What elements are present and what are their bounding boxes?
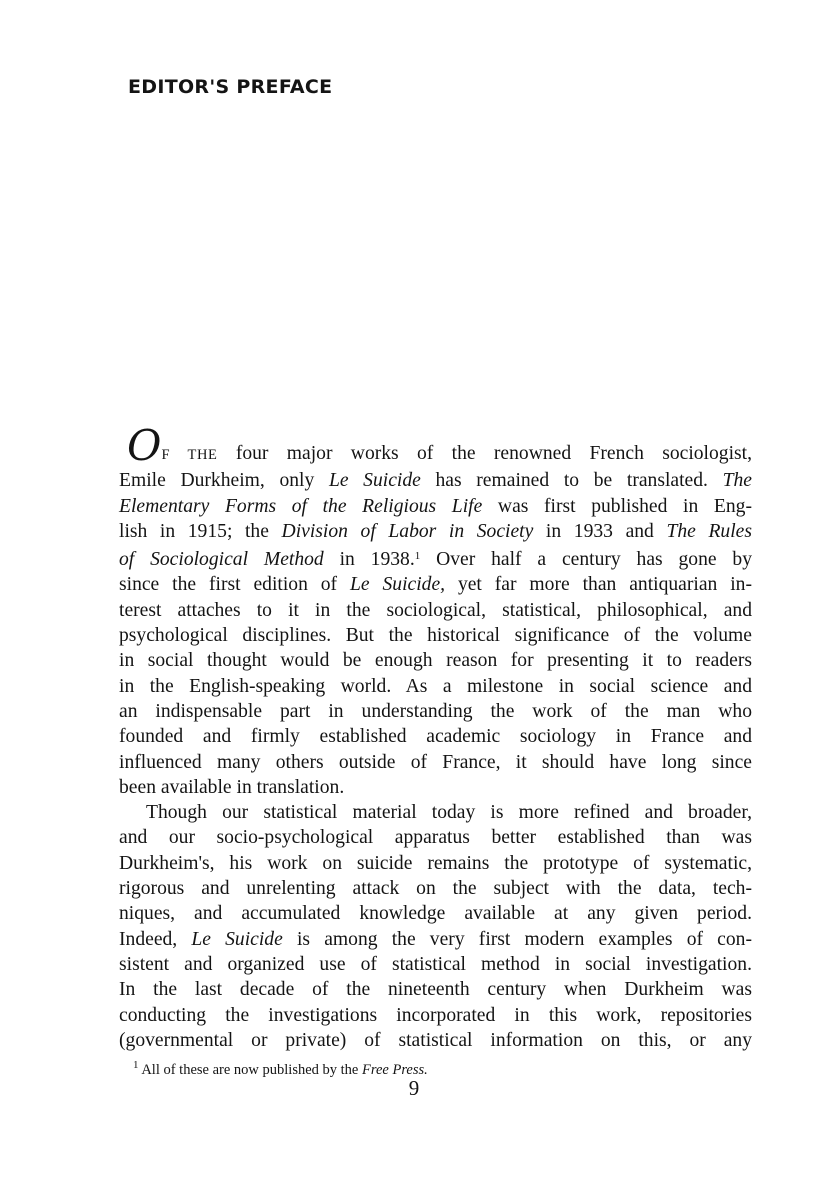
book-title: The [722,470,752,492]
text-run: yet far more than antiquarian in- [445,574,752,596]
para1-line-6 [119,572,752,597]
para1-line-2 [119,468,752,493]
book-title: The Rules [666,520,752,542]
para2-line-1: Though our statistical material today is more refined and broader, [146,802,752,824]
para2-line-7: sistent and organized use of statistical method in social investigation. [119,953,752,975]
book-title: Le Suicide [328,470,421,492]
text-run: Indeed, [119,928,192,950]
para1-line-3 [119,494,752,519]
text-run: was first published in Eng- [482,495,752,517]
text-run: since the first edition of [119,574,350,596]
preface-body [119,421,753,1053]
para1-line-8: psychological disciplines. But the historical significance of the volume [119,625,752,647]
para1-line-12: founded and firmly established academic sociology in France and [119,726,752,748]
text-run: is among the very first modern examples of con- [282,928,752,950]
text-run: four major works of the renowned French sociologist, [235,443,753,464]
para2-line-5: niques, and accumulated knowledge available at any given period. [119,903,752,925]
text-run: Over half a century has gone by [420,549,753,571]
para1-line-4 [119,519,752,544]
para1-line-11: an indispensable part in understanding the work of the man who [119,700,752,722]
page-number: 9 [408,1076,420,1100]
para1-line-5 [119,544,752,572]
footnote-number: 1 [133,1059,139,1071]
para2-line-3: Durkheim's, his work on suicide remains the prototype of systematic, [119,852,752,874]
para1-line-14: been available in translation. [119,776,345,798]
para2-line-9: conducting the investigations incorporated in this work, repositories [119,1004,752,1026]
book-title: Le Suicide, [349,574,446,596]
para2-line-8: In the last decade of the nineteenth century when Durkheim was [119,979,752,1001]
para1-line-10: in the English-speaking world. As a milestone in social science and [119,675,752,697]
book-title: Elementary Forms of the Religious Life [119,495,483,517]
text-run: in 1933 and [533,520,667,542]
text-run: in 1938. [323,549,415,571]
drop-cap: O [127,421,162,470]
para2-line-10: (governmental or private) of statistical information on this, or any [119,1029,752,1051]
text-run: lish in 1915; the [119,520,282,542]
page-heading: EDITOR'S PREFACE [128,76,333,98]
footnote-text: All of these are now published by the [138,1062,362,1078]
book-title: Division of Labor in Society [281,520,534,542]
footnote-publisher: Free Press. [362,1062,428,1078]
para2-line-6 [119,927,752,952]
book-title: Le Suicide [191,928,283,950]
para1-line-7: terest attaches to it in the sociological, statistical, philosophical, and [119,599,752,621]
text-run: has remained to be translated. [420,470,723,492]
para1-line-13: influenced many others outside of France, it should have long since [119,751,752,773]
para2-line-4: rigorous and unrelenting attack on the subject with the data, tech- [119,878,752,900]
small-caps-opening: F THE [161,447,218,463]
book-title: of Sociological Method [119,549,324,571]
para2-line-2: and our socio-psychological apparatus better established than was [119,827,752,849]
text-run: Emile Durkheim, only [119,470,329,492]
para1-line-1 [119,421,753,470]
para1-line-9: in social thought would be enough reason for presenting it to readers [119,650,752,672]
footnote-marker: 1 [414,550,421,563]
